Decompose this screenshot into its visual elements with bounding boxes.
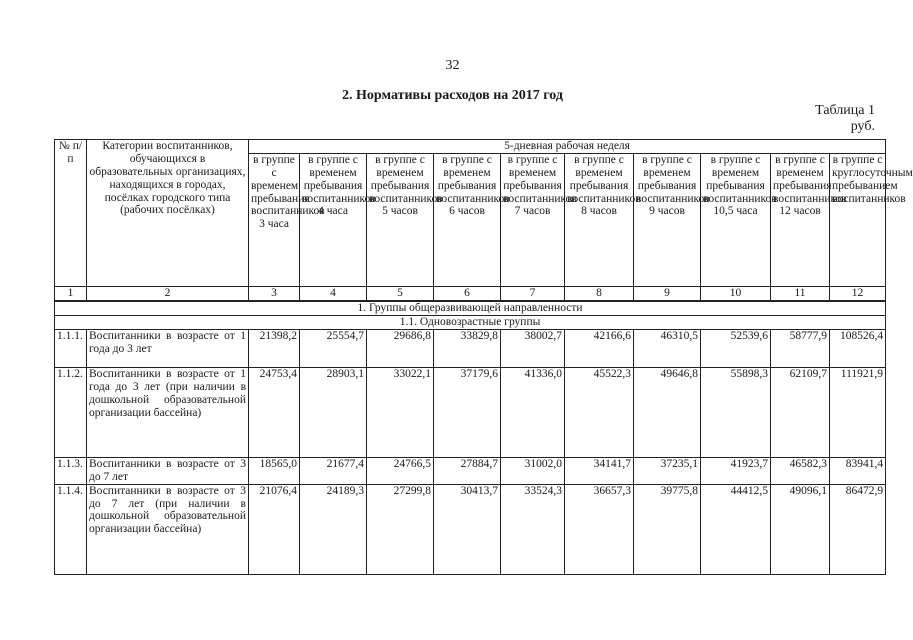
row-code: 1.1.3. [55, 457, 87, 484]
row-value: 49646,8 [634, 367, 701, 457]
section-heading: 1. Группы общеразвивающей направленности [55, 301, 886, 316]
header-col-6h: в группе с временем пребывания воспитанников 6 часов [434, 153, 501, 286]
row-code: 1.1.4. [55, 484, 87, 574]
section-row [55, 301, 886, 316]
header-category: Категории воспитанников, обучающихся в образовательных организациях, находящихся в городах, посёлках городского типа (рабочих посёлках) [87, 140, 249, 287]
row-value: 34141,7 [565, 457, 634, 484]
header-col-8h: в группе с временем пребывания воспитанников 8 часов [565, 153, 634, 286]
page-number: 32 [445, 58, 460, 73]
row-value: 42166,6 [565, 329, 634, 367]
row-value: 45522,3 [565, 367, 634, 457]
column-number-row [55, 286, 886, 301]
document-title: 2. Нормативы расходов на 2017 год [342, 88, 563, 103]
row-value: 86472,9 [830, 484, 886, 574]
row-value: 44412,5 [701, 484, 771, 574]
subsection-heading: 1.1. Одновозрастные группы [55, 315, 886, 329]
header-col-4h: в группе с временем пребывания воспитанников 4 часа [300, 153, 367, 286]
header-week: 5-дневная рабочая неделя [249, 140, 886, 154]
row-value: 33524,3 [501, 484, 565, 574]
row-value: 36657,3 [565, 484, 634, 574]
table-row [55, 457, 886, 484]
row-value: 25554,7 [300, 329, 367, 367]
expense-norms-table [54, 139, 913, 575]
row-value: 28903,1 [300, 367, 367, 457]
row-value: 83941,4 [830, 457, 886, 484]
row-value: 58777,9 [771, 329, 830, 367]
row-value: 49096,1 [771, 484, 830, 574]
header-col-3h: в группе с временем пребывания воспитанников 3 часа [249, 153, 300, 286]
row-value: 38002,7 [501, 329, 565, 367]
header-col-12h: в группе с временем пребывания воспитанников 12 часов [771, 153, 830, 286]
row-value: 33829,8 [434, 329, 501, 367]
header-col-9h: в группе с временем пребывания воспитанников 9 часов [634, 153, 701, 286]
subsection-row [55, 315, 886, 329]
column-number: 3 [249, 286, 300, 301]
row-value: 24189,3 [300, 484, 367, 574]
column-number: 8 [565, 286, 634, 301]
row-value: 41923,7 [701, 457, 771, 484]
row-value: 27299,8 [367, 484, 434, 574]
column-number: 5 [367, 286, 434, 301]
header-col-24h: в группе с круглосуточным пребыванием воспитанников [830, 153, 886, 286]
row-value: 108526,4 [830, 329, 886, 367]
column-number: 4 [300, 286, 367, 301]
row-value: 46310,5 [634, 329, 701, 367]
row-value: 62109,7 [771, 367, 830, 457]
row-value: 29686,8 [367, 329, 434, 367]
table-row [55, 329, 886, 367]
row-value: 24753,4 [249, 367, 300, 457]
row-value: 27884,7 [434, 457, 501, 484]
column-number: 2 [87, 286, 249, 301]
row-value: 21677,4 [300, 457, 367, 484]
row-value: 46582,3 [771, 457, 830, 484]
row-category: Воспитанники в возрасте от 3 до 7 лет [87, 457, 249, 484]
row-value: 33022,1 [367, 367, 434, 457]
table-row [55, 367, 886, 457]
header-num: № п/п [55, 140, 87, 287]
header-col-7h: в группе с временем пребывания воспитанников 7 часов [501, 153, 565, 286]
row-value: 52539,6 [701, 329, 771, 367]
row-value: 21398,2 [249, 329, 300, 367]
column-number: 12 [830, 286, 886, 301]
row-value: 55898,3 [701, 367, 771, 457]
row-category: Воспитанники в возрасте от 1 года до 3 лет [87, 329, 249, 367]
row-value: 24766,5 [367, 457, 434, 484]
row-value: 31002,0 [501, 457, 565, 484]
row-category: Воспитанники в возрасте от 3 до 7 лет (при наличии в дошкольной образовательной организации бассейна) [87, 484, 249, 574]
currency-label: руб. [850, 119, 875, 134]
column-number: 6 [434, 286, 501, 301]
row-value: 30413,7 [434, 484, 501, 574]
row-category: Воспитанники в возрасте от 1 года до 3 лет (при наличии в дошкольной образовательной организации бассейна) [87, 367, 249, 457]
column-number: 10 [701, 286, 771, 301]
row-value: 39775,8 [634, 484, 701, 574]
row-code: 1.1.1. [55, 329, 87, 367]
row-value: 37179,6 [434, 367, 501, 457]
row-value: 111921,9 [830, 367, 886, 457]
row-code: 1.1.2. [55, 367, 87, 457]
header-col-5h: в группе с временем пребывания воспитанников 5 часов [367, 153, 434, 286]
column-number: 11 [771, 286, 830, 301]
column-number: 9 [634, 286, 701, 301]
column-number: 7 [501, 286, 565, 301]
table-label: Таблица 1 [815, 103, 875, 118]
table-row [55, 484, 886, 574]
row-value: 37235,1 [634, 457, 701, 484]
row-value: 41336,0 [501, 367, 565, 457]
row-value: 18565,0 [249, 457, 300, 484]
row-value: 21076,4 [249, 484, 300, 574]
header-col-10-5h: в группе с временем пребывания воспитанников 10,5 часа [701, 153, 771, 286]
column-number: 1 [55, 286, 87, 301]
